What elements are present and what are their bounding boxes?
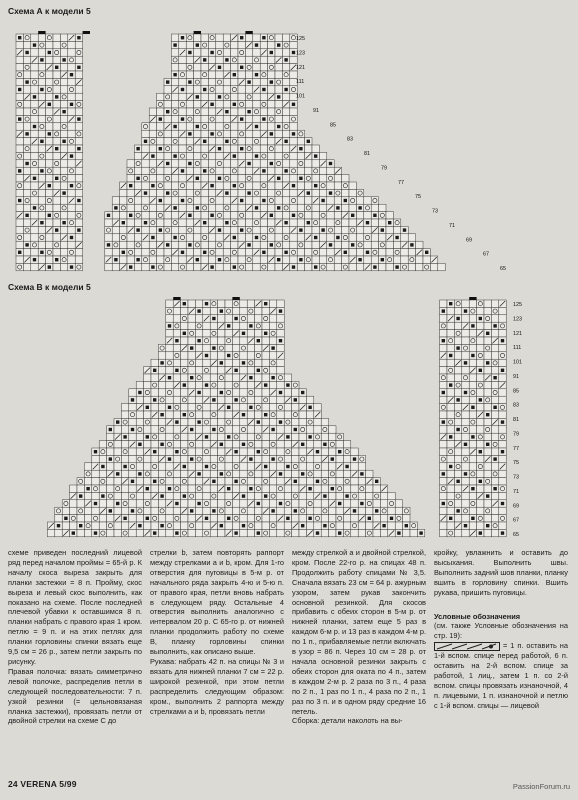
- scheme-b-chart: [38, 296, 568, 538]
- scheme-a-row-number: 85: [330, 122, 336, 129]
- scheme-b-row-number: 91: [513, 373, 519, 380]
- scheme-a-row-number: 65: [500, 266, 506, 272]
- scheme-a-chart: [14, 30, 516, 272]
- legend-entry: [434, 641, 568, 710]
- scheme-a-row-number: 69: [466, 237, 472, 244]
- instructions-text: [8, 548, 568, 773]
- scheme-a-row-number: 67: [483, 251, 489, 258]
- scheme-a-title: Схема А к модели 5: [8, 6, 91, 16]
- scheme-a-row-number: 121: [296, 64, 305, 71]
- scheme-b-grid: [47, 300, 506, 537]
- scheme-b-row-number: 111: [513, 345, 522, 352]
- scheme-b-row-number: 125: [513, 302, 522, 308]
- paragraph-buttonholes: стрелки b, затем повторять раппорт между стрелками a и b, кром. Для 1-го отверстия для пуговицы в 5-м р. от начального ряда закрыть 4-ю и 5-ю п. от правого края, петли вновь набрать в следующем ряду. Остальные 4 отверстия выполнить аналогично с интервалом 20 р. С 65-го р. от нижней планки продолжить работу по схеме B, планку горловины спинки выполнить, как описано выше.: [150, 548, 284, 657]
- legend-subtitle: (см. также Условные обозначения на стр. 19):: [434, 621, 568, 641]
- scheme-b-row-number: 69: [513, 503, 519, 510]
- scheme-a-row-number: 91: [313, 107, 319, 114]
- legend-title: Условные обозначения: [434, 611, 521, 621]
- scheme-b-row-number: 121: [513, 330, 522, 337]
- scheme-a-row-number: 111: [296, 79, 305, 86]
- scheme-b-arrow-mark: [173, 297, 180, 300]
- scheme-b-arrow-mark: [232, 297, 239, 300]
- scheme-a-row-number: 101: [296, 93, 305, 100]
- paragraph-sleeve-shaping: между стрелкой a и двойной стрелкой, кром. После 22-го р. на спицах 48 п. Продолжить работу спицами № 3,5. Сначала вязать 23 см = 64 р. ажурным узором, затем рукав закончить основной резинкой. Для скосов прибавить с обеих сторон в 5-м р. от нижней планки, затем еще 5 раз в каждом 6-м р. и 13 раз в каждом 4-м р. по 1 п., прибавляемые петли включать в узор = 86 п. Через 10 см = 28 р. от начала основной резинки закрыть с обеих сторон для оката по 4 п., затем в каждом 2-м р. 2 раза по 3 п., 4 раза по 2 п., 1 раз по 1 п., 4 раза по 2 п., 1 раз по 3 п. и в одном ряду средние 16 петель.: [292, 548, 426, 716]
- text-column-3: [292, 548, 426, 726]
- scheme-a-row-number: 123: [296, 50, 305, 57]
- scheme-a-row-number: 71: [449, 222, 455, 229]
- scheme-a-row-number: 81: [364, 151, 370, 157]
- text-column-4: [434, 548, 568, 711]
- scheme-a-row-number: 83: [347, 136, 353, 143]
- scheme-a-arrow-mark: [38, 31, 45, 34]
- issue-footer: 24 VERENA 5/99: [8, 779, 77, 789]
- scheme-b-title: Схема B к модели 5: [8, 282, 91, 292]
- scheme-b-row-number: 75: [513, 460, 519, 467]
- paragraph-finishing: кройку, увлажнить и оставить до высыхания. Выполнить швы. Выполнить задний шов планки, планку вшить в горловину спинки. Вшить рукава, пришить пуговицы.: [434, 548, 568, 597]
- scheme-a-grid: [16, 34, 445, 271]
- scheme-b-arrow-mark: [469, 297, 476, 300]
- scheme-b-row-numbers: [513, 302, 522, 538]
- scheme-b-row-number: 83: [513, 402, 519, 409]
- scheme-b-row-number: 65: [513, 532, 519, 538]
- paragraph-sleeves: Рукава: набрать 42 п. на спицы № 3 и вязать для нижней планки 7 см = 22 р. широкой резинкой, при этом петли распределить следующим образом: кром., выполнить 2 раппорта между стрелками a и b, провязать петли: [150, 656, 284, 716]
- paragraph-left-front: схеме приведен последний лицевой ряд перед началом проймы = 65-й р. К началу скоса выреза закрыть для планки застежки = 8 п. Пройму, скос выреза и левый скос выполнить, как показано на схеме. После последней плечевой убавки к оставшимся 8 п. планки набрать с правого края 1 кром. петлю = 9 п. и на этих петлях для планки горловины спинки вязать еще 9,5 см = 26 р., затем петли закрыть по рисунку.: [8, 548, 142, 666]
- scheme-b-row-number: 73: [513, 474, 519, 481]
- scheme-b-row-number: 71: [513, 488, 519, 495]
- scheme-a-arrow-mark: [245, 31, 252, 34]
- text-column-1: [8, 548, 142, 726]
- watermark: PassionForum.ru: [512, 782, 570, 791]
- scheme-b-row-number: 77: [513, 445, 519, 452]
- legend-text: = 1 п. оставить на 1-й вспом. спице перед работой, 6 п. оставить на 2-й вспом. спице за работой, 1 лиц., затем 1 п. со 2-й вспом. спицы провязать изнаночной, 4 п. лицевыми, 1 п. изнаночной и петлю с 1-й вспом. спицы — лицевой: [434, 641, 568, 710]
- scheme-a-arrow-mark: [83, 31, 90, 34]
- scheme-b-row-number: 101: [513, 359, 522, 366]
- scheme-b-row-number: 79: [513, 431, 519, 438]
- text-column-2: [150, 548, 284, 716]
- scheme-b-row-number: 67: [513, 517, 519, 524]
- scheme-a-row-number: 73: [432, 208, 438, 215]
- scheme-a-row-number: 125: [296, 36, 305, 42]
- paragraph-right-front: Правая полочка: вязать симметрично левой полочке, распределив петли в следующей последовательности: 7 п. узкой резинки (= цельновязаная планка застежки), провязать петли от двойной стрелки на схеме С до: [8, 666, 142, 726]
- scheme-a-row-number: 75: [415, 194, 421, 201]
- cable-symbol-icon: [434, 642, 500, 651]
- scheme-a-arrow-mark: [194, 31, 201, 34]
- scheme-b-row-number: 85: [513, 388, 519, 395]
- scheme-b-row-number: 81: [513, 417, 519, 423]
- paragraph-assembly: Сборка: детали наколоть на вы-: [292, 716, 403, 726]
- scheme-b-row-number: 123: [513, 316, 522, 323]
- scheme-a-row-number: 77: [398, 179, 404, 186]
- scheme-a-row-number: 79: [381, 165, 387, 172]
